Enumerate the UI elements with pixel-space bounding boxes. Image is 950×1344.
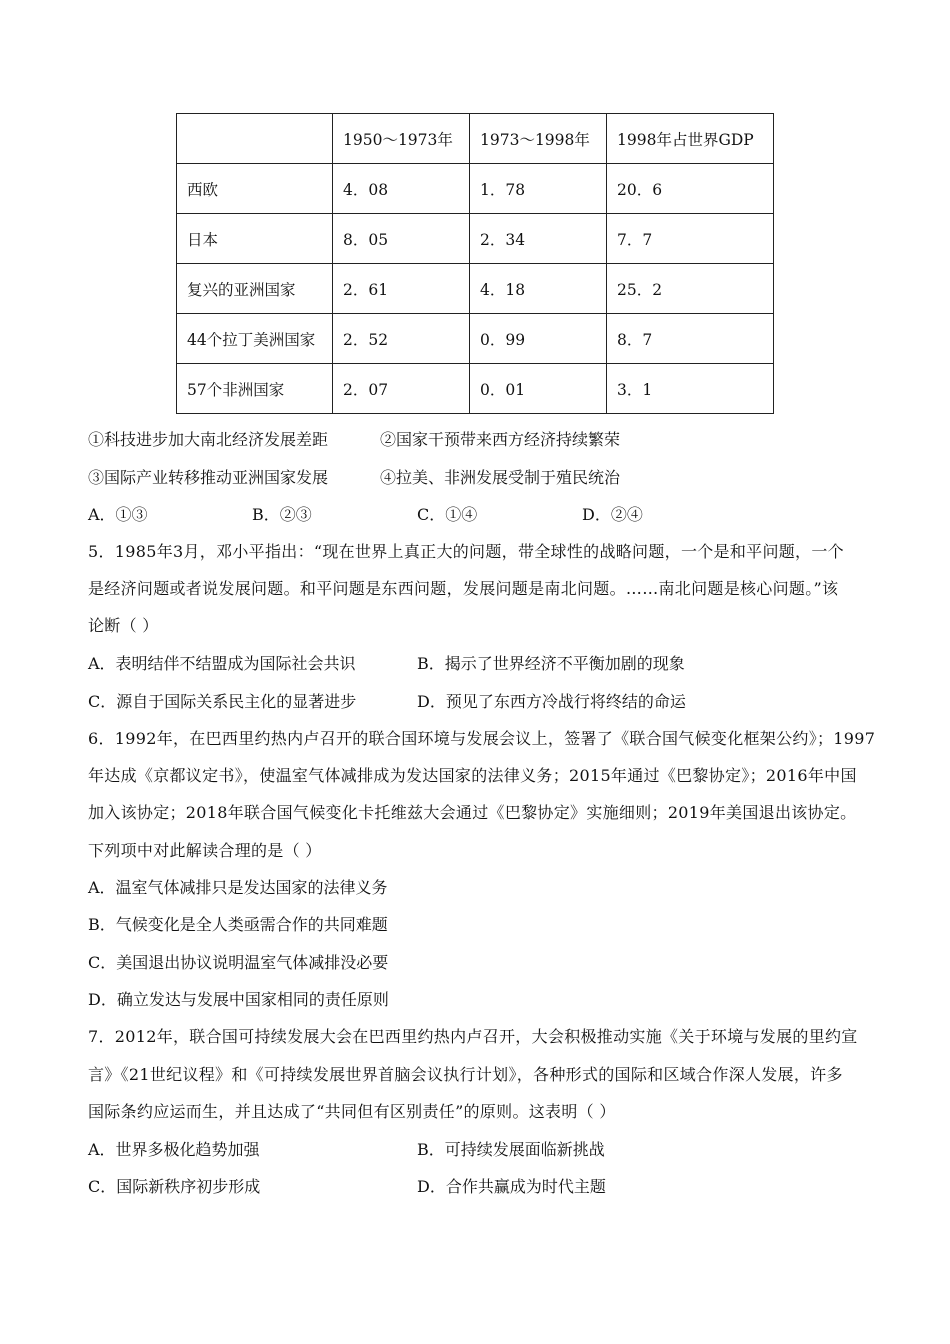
q4-statement: ④拉美、非洲发展受制于殖民统治	[380, 468, 621, 487]
table-cell: 1．78	[470, 164, 607, 214]
table-header-cell: 1950～1973年	[333, 114, 470, 164]
q5-stem-line: 是经济问题或者说发展问题。和平问题是东西问题，发展问题是南北问题。……南北问题是核心问题。”该	[88, 579, 839, 598]
table-cell: 57个非洲国家	[177, 364, 333, 414]
q6-option-b[interactable]: B．气候变化是全人类亟需合作的共同难题	[88, 915, 388, 934]
q4-statement: ①科技进步加大南北经济发展差距	[88, 430, 329, 449]
q6-option-a[interactable]: A．温室气体减排只是发达国家的法律义务	[88, 878, 388, 897]
table-row	[177, 214, 774, 264]
q7-option-c[interactable]: C．国际新秩序初步形成	[88, 1177, 261, 1196]
q7-option-a[interactable]: A．世界多极化趋势加强	[88, 1140, 260, 1159]
q6-stem-line: 下列项中对此解读合理的是（ ）	[88, 841, 322, 860]
q6-stem-line: 6．1992年，在巴西里约热内卢召开的联合国环境与发展会议上，签署了《联合国气候变化框架公约》；1997	[88, 729, 876, 748]
table-row	[177, 164, 774, 214]
table-cell: 8．05	[333, 214, 470, 264]
table-header-cell	[177, 114, 333, 164]
table-cell: 7．7	[607, 214, 774, 264]
table-cell: 8．7	[607, 314, 774, 364]
q4-option-b[interactable]: B．②③	[252, 505, 312, 524]
table-header-row	[177, 114, 774, 164]
table-row	[177, 314, 774, 364]
q5-stem-line: 5．1985年3月，邓小平指出：“现在世界上真正大的问题，带全球性的战略问题，一个是和平问题，一个	[88, 542, 844, 561]
table-cell: 4．08	[333, 164, 470, 214]
q5-option-c[interactable]: C．源自于国际关系民主化的显著进步	[88, 692, 357, 711]
table-cell: 44个拉丁美洲国家	[177, 314, 333, 364]
q7-stem-line: 国际条约应运而生，并且达成了“共同但有区别责任”的原则。这表明（ ）	[88, 1102, 616, 1121]
q4-option-a[interactable]: A．①③	[88, 505, 148, 524]
q6-option-d[interactable]: D．确立发达与发展中国家相同的责任原则	[88, 990, 389, 1009]
q4-option-d[interactable]: D．②④	[582, 505, 643, 524]
table-cell: 2．07	[333, 364, 470, 414]
table-cell: 复兴的亚洲国家	[177, 264, 333, 314]
table-cell: 25．2	[607, 264, 774, 314]
q4-statement: ③国际产业转移推动亚洲国家发展	[88, 468, 329, 487]
table-cell: 4．18	[470, 264, 607, 314]
table-cell: 2．61	[333, 264, 470, 314]
table-cell: 2．52	[333, 314, 470, 364]
table-cell: 2．34	[470, 214, 607, 264]
table-header-cell: 1998年占世界GDP	[607, 114, 774, 164]
q7-stem-line: 7．2012年，联合国可持续发展大会在巴西里约热内卢召开，大会积极推动实施《关于环境与发展的里约宣	[88, 1027, 858, 1046]
q6-stem-line: 加入该协定；2018年联合国气候变化卡托维兹大会通过《巴黎协定》实施细则；2019年美国退出该协定。	[88, 803, 857, 822]
q4-statement: ②国家干预带来西方经济持续繁荣	[380, 430, 621, 449]
table-cell: 20．6	[607, 164, 774, 214]
q7-option-b[interactable]: B．可持续发展面临新挑战	[417, 1140, 605, 1159]
table-cell: 0．01	[470, 364, 607, 414]
table-row	[177, 264, 774, 314]
q5-option-d[interactable]: D．预见了东西方冷战行将终结的命运	[417, 692, 686, 711]
table-cell: 日本	[177, 214, 333, 264]
q5-option-a[interactable]: A．表明结伴不结盟成为国际社会共识	[88, 654, 356, 673]
q6-stem-line: 年达成《京都议定书》，使温室气体减排成为发达国家的法律义务；2015年通过《巴黎协定》；2016年中国	[88, 766, 857, 785]
table-header-cell: 1973～1998年	[470, 114, 607, 164]
q7-stem-line: 言》《21世纪议程》和《可持续发展世界首脑会议执行计划》，各种形式的国际和区域合作深人发展，许多	[88, 1065, 843, 1084]
table-cell: 3．1	[607, 364, 774, 414]
q5-option-b[interactable]: B．揭示了世界经济不平衡加剧的现象	[417, 654, 685, 673]
table-row	[177, 364, 774, 414]
q4-option-c[interactable]: C．①④	[417, 505, 478, 524]
q6-option-c[interactable]: C．美国退出协议说明温室气体减排没必要	[88, 953, 389, 972]
gdp-growth-table	[176, 113, 774, 414]
q5-stem-line: 论断（ ）	[88, 616, 159, 635]
table-cell: 西欧	[177, 164, 333, 214]
table-cell: 0．99	[470, 314, 607, 364]
q7-option-d[interactable]: D．合作共赢成为时代主题	[417, 1177, 606, 1196]
